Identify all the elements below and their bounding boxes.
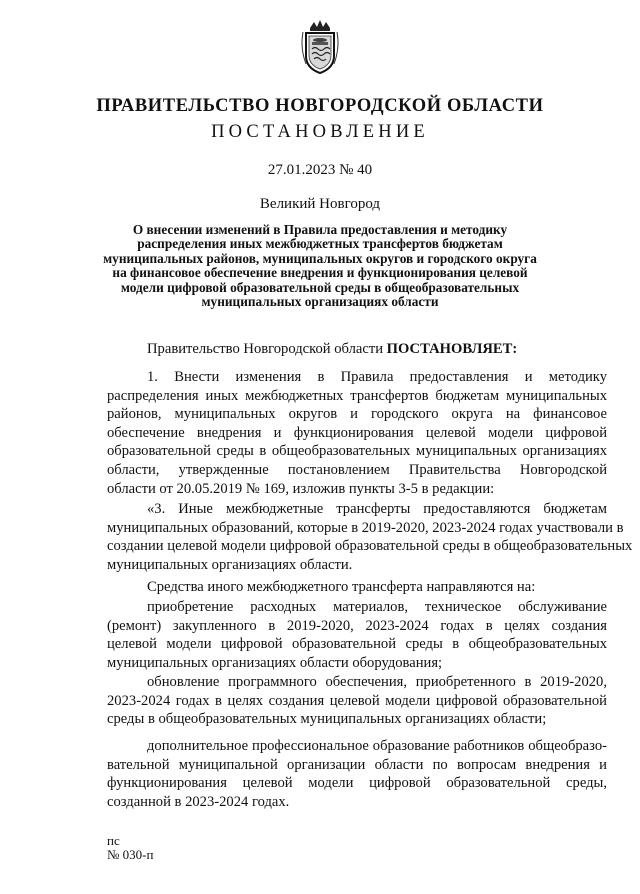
text-line: районов, муниципальных округов и городского округа на финансовое <box>107 406 607 423</box>
intro-resolves: ПОСТАНОВЛЯЕТ: <box>386 341 518 357</box>
paragraph-5 <box>107 673 607 729</box>
intro-text: Правительство Новгородской области <box>147 341 387 357</box>
text-line: обновление программного обеспечения, приобретенного в 2019-2020, <box>147 674 607 690</box>
text-line: дополнительное профессиональное образование работников общеобразо- <box>147 738 607 754</box>
paragraph-3 <box>107 578 607 597</box>
text-line: муниципальных образований, которые в 2019-2020, 2023-2024 годах участвовали в <box>107 519 624 536</box>
document-footer <box>107 834 153 862</box>
text-line: области, утвержденные постановлением Правительства Новгородской <box>107 461 607 478</box>
text-line: муниципальных организациях области. <box>107 556 353 573</box>
paragraph-6 <box>107 737 607 811</box>
text-line: 1. Внести изменения в Правила предоставления и методику <box>147 369 607 385</box>
text-line: 2023-2024 годах в целях создания целевой модели цифровой образовательной <box>107 692 607 709</box>
document-place: Великий Новгород <box>259 196 381 212</box>
footer-number: № 030-п <box>107 847 154 862</box>
text-line: образовательной среды в общеобразовательных муниципальных организациях <box>107 443 607 460</box>
text-line: Средства иного межбюджетного трансферта направляются на: <box>147 579 536 595</box>
text-line: среды в общеобразовательных муниципальных организациях области; <box>107 711 547 728</box>
paragraph-1 <box>107 368 607 498</box>
document-type: ПОСТАНОВЛЕНИЕ <box>211 122 429 142</box>
text-line: целевой модели цифровой образовательной среды в общеобразовательных <box>107 636 607 653</box>
text-line: вательной муниципальной организации области по вопросам внедрения и <box>107 756 607 773</box>
text-line: (ремонт) закупленного в 2019-2020, 2023-2024 годах в целях создания <box>107 617 607 634</box>
subject-line: муниципальных организациях области <box>201 294 439 310</box>
text-line: приобретение расходных материалов, техническое обслуживание <box>147 599 607 615</box>
paragraph-2 <box>107 500 633 574</box>
resolution-intro <box>147 340 640 359</box>
paragraph-4 <box>107 598 607 672</box>
subject-line: модели цифровой образовательной среды в общеобразовательных <box>120 279 520 295</box>
subject-line: на финансовое обеспечение внедрения и функционирования целевой <box>112 265 528 281</box>
government-title: ПРАВИТЕЛЬСТВО НОВГОРОДСКОЙ ОБЛАСТИ <box>96 96 544 116</box>
document-subject <box>100 223 540 309</box>
text-line: «3. Иные межбюджетные трансферты предоставляются бюджетам <box>147 501 607 517</box>
text-line: функционирования целевой модели цифровой образовательной среды, <box>107 775 607 792</box>
coat-of-arms-emblem <box>298 18 342 76</box>
text-line: обеспечение внедрения и функционирования целевой модели цифровой <box>107 424 607 441</box>
subject-line: распределения иных межбюджетных трансфертов бюджетам <box>137 236 503 252</box>
text-line: созданной в 2023-2024 годах. <box>107 793 290 810</box>
text-line: области от 20.05.2019 № 169, изложив пункты 3-5 в редакции: <box>107 480 495 497</box>
text-line: муниципальных организациях области оборудования; <box>107 654 443 671</box>
subject-line: муниципальных районов, муниципальных округов и городского округа <box>103 250 537 266</box>
subject-line: О внесении изменений в Правила предоставления и методику <box>132 222 508 237</box>
document-date-number: 27.01.2023 № 40 <box>267 162 373 178</box>
footer-initials: пс <box>107 833 120 848</box>
text-line: распределения иных межбюджетных трансфертов бюджетам муниципальных <box>107 387 607 404</box>
text-line: создании целевой модели цифровой образовательной среды в общеобразовательных <box>107 538 633 555</box>
